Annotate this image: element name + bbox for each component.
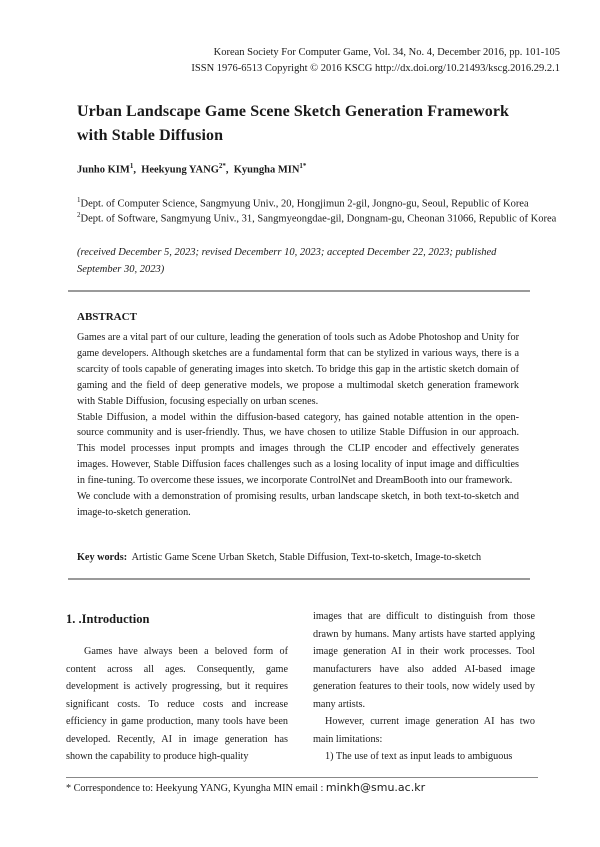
abstract-heading: ABSTRACT <box>77 311 137 323</box>
affiliation-line <box>77 196 529 210</box>
abstract-paragraph: We conclude with a demonstration of promising results, urban landscape sketch, in both text-to-sketch and image-to-sketch generation. <box>77 491 519 518</box>
body-paragraph: However, current image generation AI has two main limitations: <box>313 716 535 745</box>
affiliation-superscript: 1 <box>77 196 81 204</box>
author-superscript: 2* <box>218 162 226 170</box>
keywords <box>77 552 481 563</box>
keywords-text: Artistic Game Scene Urban Sketch, Stable Diffusion, Text-to-sketch, Image-to-sketch <box>131 552 482 563</box>
publication-dates: (received December 5, 2023; revised Decemberr 10, 2023; accepted December 22, 2023; published September 30, 2023) <box>77 247 497 275</box>
author-superscript: 1 <box>129 162 134 170</box>
affiliation-superscript: 2 <box>77 211 81 219</box>
journal-citation: Korean Society For Computer Game, Vol. 34, No. 4, December 2016, pp. 101-105 <box>213 47 560 58</box>
author-superscript: 1* <box>299 162 307 170</box>
affiliation-text: Dept. of Computer Science, Sangmyung Univ., 20, Hongjimun 2-gil, Jongno-gu, Seoul, Republic of Korea <box>80 198 529 210</box>
email-link[interactable]: minkh@smu.ac.kr <box>325 781 426 794</box>
author-name: Kyungha MIN <box>233 164 300 176</box>
footnote-text: * Correspondence to: Heekyung YANG, Kyungha MIN email : <box>66 783 324 794</box>
author-list: Junho KIM$^1$, Heekyung $YANG^{2*}$, Kyungha $MIN^{1*}$ <box>77 162 307 176</box>
issn-copyright-line: ISSN 1976-6513 Copyright © 2016 KSCG http://dx.doi.org/10.21493/kscg.2016.29.2.1 <box>191 63 560 74</box>
keywords-label: Key words: <box>77 552 128 563</box>
abstract-paragraph: Stable Diffusion, a model within the diffusion-based category, has gained notable attention in the open-source community and is user-friendly. Thus, we have chosen to utilize Stable Diffusion in our approach. This model processes input prompts and images through the CLIP encoder and effectively generates images. However, Stable Diffusion faces challenges such as a losing locality of input image and difficulties in fine-tuning. To overcome these issues, we incorporate ControlNet and DreamBooth into our framework. <box>77 411 519 487</box>
abstract-paragraph: Games are a vital part of our culture, leading the generation of tools such as Adobe Photoshop and Unity for game developers. Although sketches are a fundamental form that can be stylized in various ways, there is a scarcity of tools capable of generating images into sketch. To bridge this gap in the artistic sketch domain of gaming and the field of deep generative models, we propose a multimodal sketch generation framework with Stable Diffusion, focusing especially on urban scenes. <box>77 332 519 407</box>
footnote-rule <box>66 777 538 778</box>
divider <box>68 578 530 580</box>
abstract-body <box>77 330 519 521</box>
author-name: Junho KIM <box>77 164 130 176</box>
body-paragraph: images that are difficult to distinguish from those drawn by humans. Many artists have started applying image generation AI in their work processes. Tool manufacturers have also added AI-based image generation features to their tools, now widely used by many artists. <box>313 611 535 710</box>
body-left-column: Games have always been a beloved form of content across all ages. Consequently, game development is actively progressing, but it requires significant costs. To reduce costs and increase efficiency in game production, many tools have been developed. Recently, AI in image generation has shown the capability to produce high-quality <box>66 646 288 762</box>
body-right-column <box>313 608 535 766</box>
paper-title: Urban Landscape Game Scene Sketch Generation Framework with Stable Diffusion <box>77 103 510 144</box>
body-paragraph: 1) The use of text as input leads to ambiguous <box>325 751 513 762</box>
correspondence-footnote <box>66 781 425 794</box>
section-heading: 1. .Introduction <box>66 612 150 626</box>
divider <box>68 290 530 292</box>
author-name: Heekyung YANG <box>141 164 219 176</box>
affiliation-line <box>77 211 556 225</box>
affiliation-text: Dept. of Software, Sangmyung Univ., 31, Sangmyeongdae-gil, Dongnam-gu, Cheonan 31066, Republic of Korea <box>80 213 557 225</box>
